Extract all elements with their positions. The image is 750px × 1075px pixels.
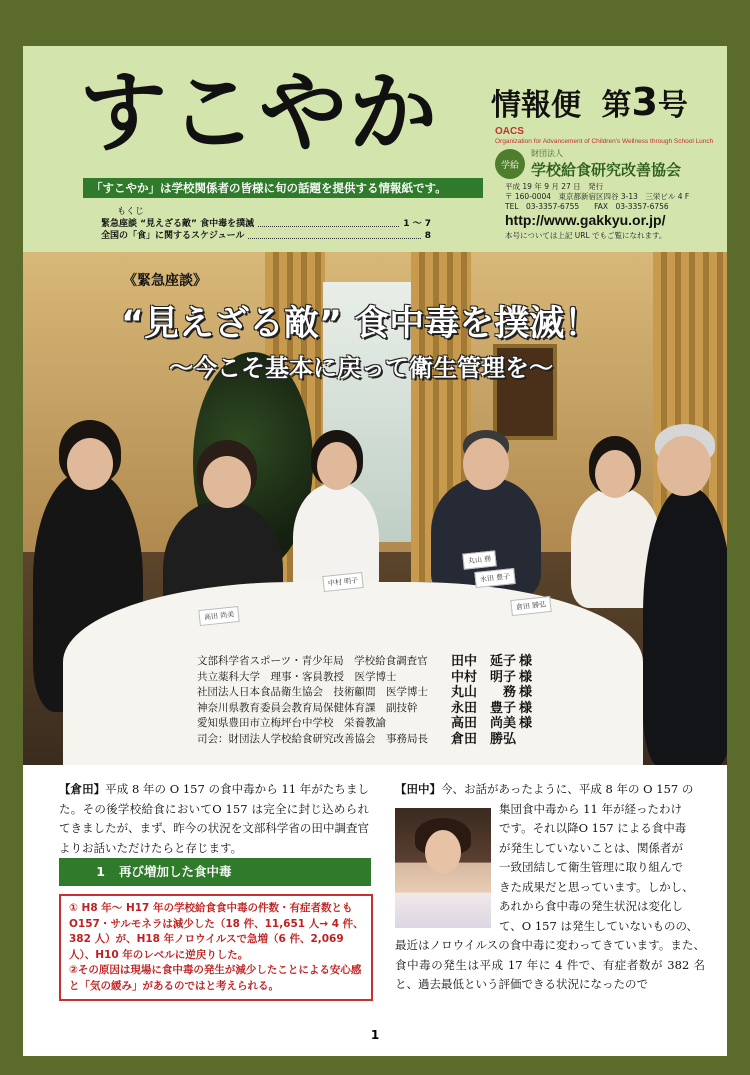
publisher-phone: TEL 03-3357-6755 FAX 03-3357-6756 bbox=[505, 202, 669, 211]
feature-kicker: 《緊急座談》 bbox=[123, 273, 207, 289]
participant-row: 愛知県豊田市立梅坪台中学校 栄養教諭 高田 尚美 様 bbox=[197, 716, 533, 731]
participant-row: 文部科学省スポーツ・青少年局 学校給食調査官 田中 延子 様 bbox=[197, 654, 533, 669]
issue-prefix: 第 bbox=[601, 88, 632, 123]
publisher-prefix: 財団法人 bbox=[531, 149, 563, 158]
summary-point: ②その原因は現場に食中毒の発生が減少したことによる安心感と「気の緩み」があるのではと考えられる。 bbox=[69, 964, 362, 992]
body-column-left bbox=[59, 780, 369, 858]
body-line: 集団食中毒から 11 年が経ったわけ bbox=[499, 801, 682, 816]
publisher-url-link[interactable]: http://www.gakkyu.or.jp/ bbox=[505, 212, 666, 228]
participant-figure bbox=[643, 488, 727, 765]
url-note: 本号については上記 URL でもご覧になれます。 bbox=[505, 231, 667, 240]
nameplate: 高田 尚美 bbox=[198, 606, 240, 626]
body-line: が発生していないことは、関係者が bbox=[499, 840, 683, 855]
participant-head bbox=[317, 442, 357, 490]
participant-row: 共立薬科大学 理事・客員教授 医学博士 中村 明子 様 bbox=[197, 669, 533, 685]
masthead-header bbox=[23, 46, 727, 252]
nameplate: 永田 豊子 bbox=[474, 568, 516, 588]
section-heading bbox=[59, 858, 371, 886]
body-paragraph: 最近はノロウイルスの食中毒に変わってきています。また、食中毒の発生は平成 17 年に 4 件で、有症者数が 382 名と、過去最低という評価できる状況になったので bbox=[395, 938, 705, 991]
publisher-logo-icon: 学給 bbox=[495, 149, 525, 179]
nameplate: 倉田 勝弘 bbox=[510, 596, 552, 616]
body-lead: 今、お話があったように、平成 8 年の O 157 の bbox=[441, 782, 694, 796]
participant-head bbox=[67, 438, 113, 490]
feature-subheadline: 〜今こそ基本に戻って衛生管理を〜 bbox=[169, 354, 553, 382]
roundtable-photo bbox=[23, 252, 727, 765]
participant-row: 社団法人日本食品衛生協会 技術顧問 医学博士 丸山 務 様 bbox=[197, 685, 533, 700]
summary-box bbox=[59, 894, 373, 1001]
masthead-title: すこやか bbox=[79, 60, 440, 164]
section-title: 再び増加した食中毒 bbox=[119, 864, 232, 879]
table-of-contents bbox=[101, 206, 431, 242]
summary-point: ① H8 年〜 H17 年の学校給食食中毒の件数・有症者数とも O157・サルモネラは減少した（18 件、11,651 人→ 4 件、382 人）が、H18 年ノロウイルスで急増（6 件、2,069 人）、H10 年のレベルに逆戻りした。 bbox=[69, 902, 364, 961]
page-number: 1 bbox=[370, 1028, 380, 1042]
nameplate: 中村 明子 bbox=[322, 572, 364, 592]
publisher-acronym: OACS bbox=[495, 126, 524, 137]
publication-date: 平成 19 年 9 月 27 日 発行 bbox=[505, 182, 604, 191]
section-number: 1 bbox=[96, 864, 105, 879]
speaker-label: 【倉田】 bbox=[59, 782, 106, 796]
participant-head bbox=[595, 450, 635, 498]
issue-number: 3 bbox=[631, 80, 658, 124]
participant-head bbox=[203, 456, 251, 508]
publisher-block bbox=[495, 148, 681, 180]
toc-item[interactable]: 緊急座談 “見えざる敵” 食中毒を撲滅 1 〜 7 bbox=[101, 219, 431, 229]
body-line: あれから食中毒の発生状況は変化し bbox=[499, 899, 683, 913]
issue-type: 情報便 bbox=[491, 88, 581, 123]
participant-list bbox=[197, 654, 532, 747]
newsletter-page bbox=[23, 46, 727, 1056]
body-line: です。それ以降O 157 による食中毒 bbox=[499, 821, 687, 835]
toc-label: もくじ bbox=[117, 207, 145, 217]
participant-row: 神奈川県教育委員会教育局保健体育課 副技幹 永田 豊子 様 bbox=[197, 700, 533, 716]
publisher-name: 学校給食研究改善協会 bbox=[531, 161, 682, 179]
publisher-english-name: Organization for Advancement of Children's Wellness through School Lunch bbox=[495, 138, 714, 145]
participant-head bbox=[657, 436, 711, 496]
tagline-banner: 「すこやか」は学校関係者の皆様に旬の話題を提供する情報紙です。 bbox=[83, 178, 483, 198]
speaker-portrait bbox=[395, 808, 491, 928]
body-paragraph: 平成 8 年の O 157 の食中毒から 11 年がたちました。その後学校給食においてO 157 は完全に封じ込められてきましたが、まず、昨今の状況を文部科学省の田中調査官よりお話いただけたらと存じます。 bbox=[59, 782, 369, 855]
publication-info bbox=[505, 182, 689, 212]
feature-headline: “見えざる敵” 食中毒を撲滅！ bbox=[121, 304, 600, 344]
issue-label bbox=[491, 80, 688, 124]
issue-suffix: 号 bbox=[657, 88, 688, 123]
body-line: 一致団結して衛生管理に取り組んで bbox=[499, 860, 683, 874]
participant-head bbox=[463, 438, 509, 490]
nameplate: 丸山 務 bbox=[462, 550, 497, 569]
toc-item[interactable]: 全国の「食」に関するスケジュール 8 bbox=[101, 231, 431, 241]
publisher-address: 〒 160-0004 東京都新宿区四谷 3-13 三栄ビル 4 F bbox=[505, 192, 690, 201]
body-line: て、O 157 は発生していないものの、 bbox=[499, 918, 698, 933]
body-line: きた成果だと思っています。しかし、 bbox=[499, 879, 694, 894]
speaker-label: 【田中】 bbox=[395, 782, 441, 796]
participant-row: 司会：財団法人学校給食研究改善協会 事務局長 倉田 勝弘 bbox=[197, 731, 517, 747]
